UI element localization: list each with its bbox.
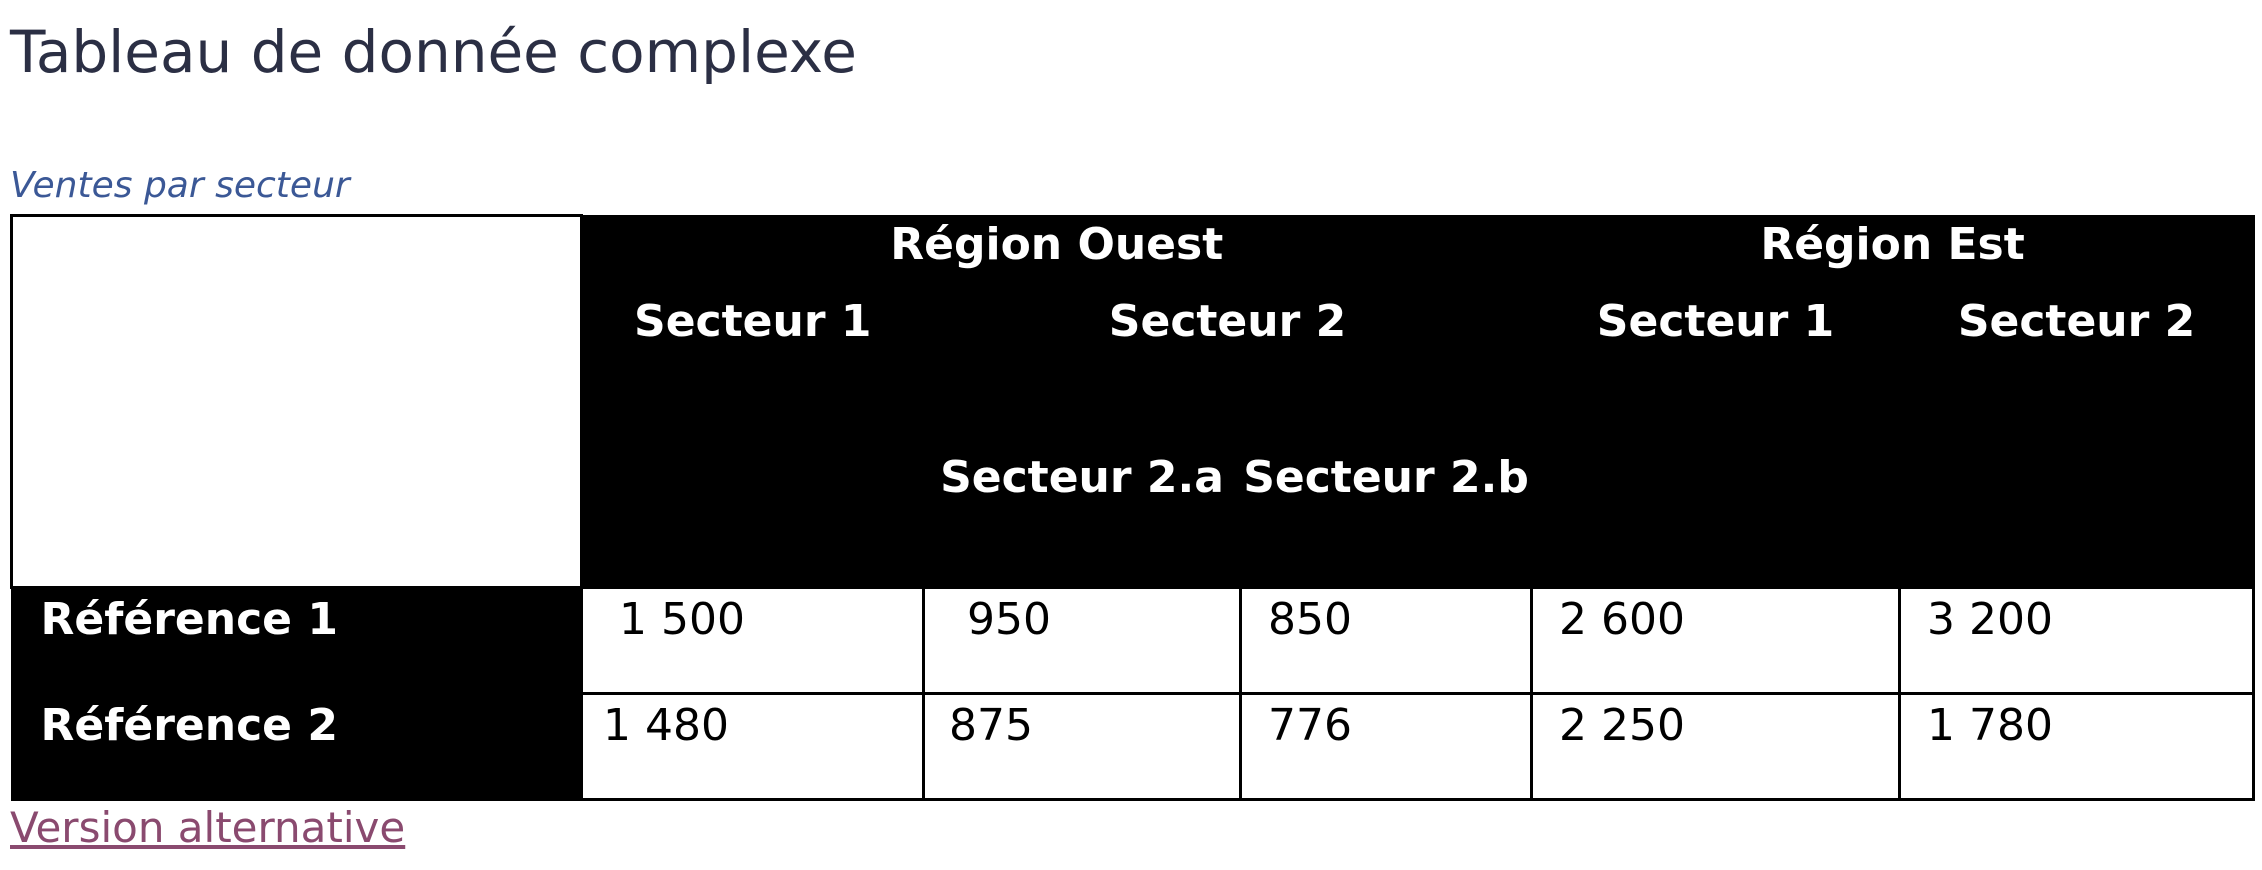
table-caption: Ventes par secteur [10, 165, 350, 206]
table-row [12, 694, 2254, 800]
alternative-version-link[interactable]: Version alternative [10, 803, 406, 852]
region-header-west: Région Ouest [582, 216, 1532, 274]
row-header: Référence 1 [12, 588, 582, 694]
sector-header-east-1: Secteur 1 [1532, 274, 1900, 370]
table-cell: 1 480 [582, 694, 924, 800]
table-cell: 2 250 [1532, 694, 1900, 800]
table-cell: 3 200 [1900, 588, 2254, 694]
table-cell: 2 600 [1532, 588, 1900, 694]
table-cell: 950 [924, 588, 1241, 694]
row-header: Référence 2 [12, 694, 582, 800]
subsector-blank-east-2 [1900, 370, 2254, 588]
region-header-east: Région Est [1532, 216, 2254, 274]
table-cell: 850 [1241, 588, 1532, 694]
subsector-blank-west-1 [582, 370, 924, 588]
empty-corner-cell [12, 216, 582, 588]
sector-header-east-2: Secteur 2 [1900, 274, 2254, 370]
subsector-header-2b: Secteur 2.b [1241, 370, 1532, 588]
sales-table [10, 214, 2255, 801]
subsector-blank-east-1 [1532, 370, 1900, 588]
table-cell: 776 [1241, 694, 1532, 800]
table-cell: 875 [924, 694, 1241, 800]
page-title: Tableau de donnée complexe [10, 18, 857, 86]
subsector-header-2a: Secteur 2.a [924, 370, 1241, 588]
table-cell: 1 780 [1900, 694, 2254, 800]
sector-header-west-1: Secteur 1 [582, 274, 924, 370]
table-row [12, 588, 2254, 694]
table-cell: 1 500 [582, 588, 924, 694]
sector-header-west-2: Secteur 2 [924, 274, 1532, 370]
